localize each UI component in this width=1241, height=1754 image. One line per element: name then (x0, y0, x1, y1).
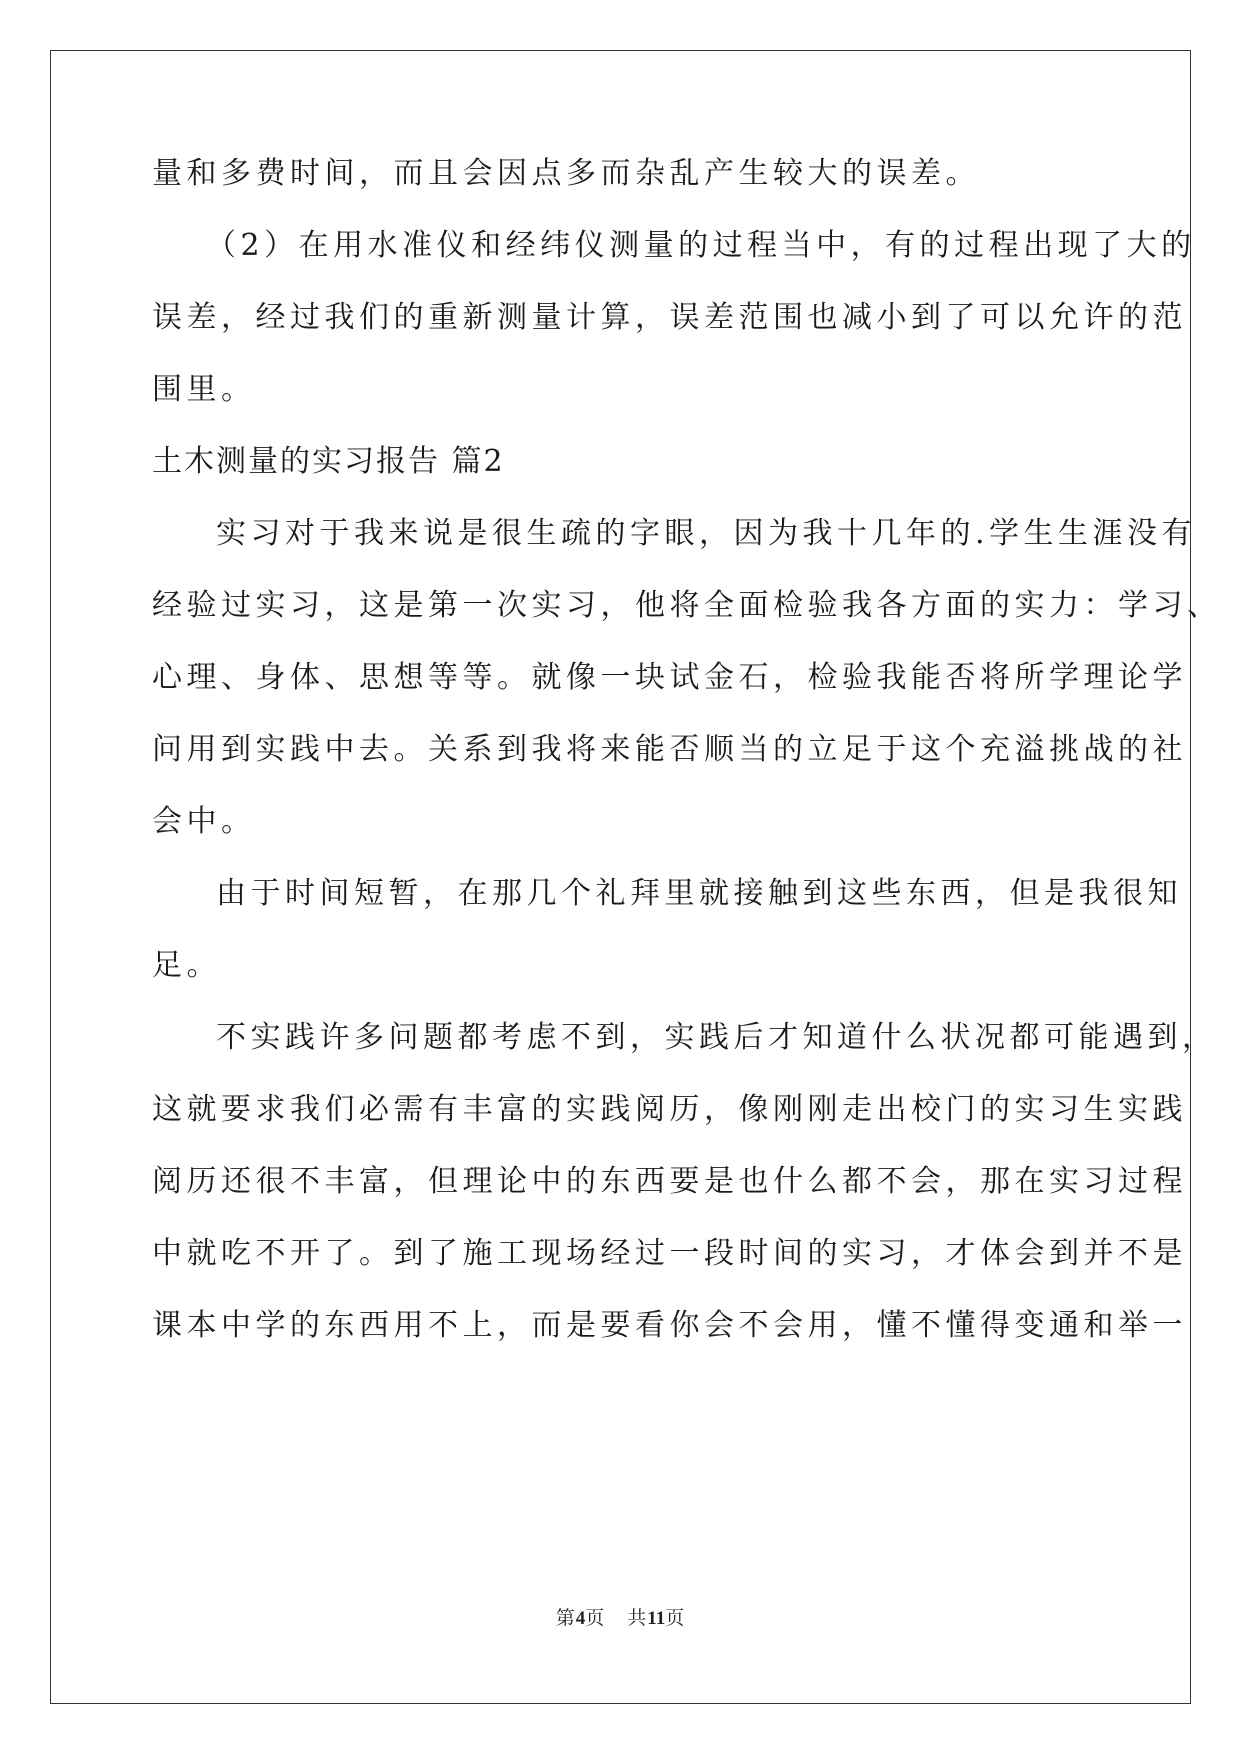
paragraph-line: 问用到实践中去。关系到我将来能否顺当的立足于这个充溢挑战的社 (152, 732, 1187, 767)
paragraph-line: 围里。 (152, 372, 256, 407)
paragraph-line: （2）在用水准仪和经纬仪测量的过程当中，有的过程出现了大的 (206, 228, 1196, 263)
paragraph-line: 会中。 (152, 804, 256, 839)
paragraph-line: 实习对于我来说是很生疏的字眼，因为我十几年的.学生生涯没有 (216, 516, 1197, 551)
page-number-footer (0, 1606, 1241, 1631)
paragraph-line: 量和多费时间，而且会因点多而杂乱产生较大的误差。 (152, 156, 980, 191)
paragraph-line: 这就要求我们必需有丰富的实践阅历，像刚刚走出校门的实习生实践 (152, 1092, 1187, 1127)
section-heading: 土木测量的实习报告 篇2 (152, 444, 505, 479)
paragraph-line: 足。 (152, 948, 221, 983)
paragraph-line: 经验过实习，这是第一次实习，他将全面检验我各方面的实力：学习、 (152, 588, 1222, 623)
paragraph-line: 由于时间短暂，在那几个礼拜里就接触到这些东西，但是我很知 (216, 876, 1182, 911)
total-page-number: 11 (647, 1608, 666, 1629)
current-page-number: 4 (575, 1608, 586, 1629)
paragraph-line: 不实践许多问题都考虑不到，实践后才知道什么状况都可能遇到， (216, 1020, 1217, 1055)
footer-total-prefix: 共 (627, 1607, 648, 1629)
paragraph-line: 课本中学的东西用不上，而是要看你会不会用，懂不懂得变通和举一 (152, 1308, 1187, 1343)
footer-prefix: 第 (555, 1607, 576, 1629)
paragraph-line: 误差，经过我们的重新测量计算，误差范围也减小到了可以允许的范 (152, 300, 1187, 335)
paragraph-line: 中就吃不开了。到了施工现场经过一段时间的实习，才体会到并不是 (152, 1236, 1187, 1271)
footer-total-suffix: 页 (665, 1607, 686, 1629)
footer-page-suffix: 页 (585, 1607, 606, 1629)
paragraph-line: 心理、身体、思想等等。就像一块试金石，检验我能否将所学理论学 (152, 660, 1187, 695)
paragraph-line: 阅历还很不丰富，但理论中的东西要是也什么都不会，那在实习过程 (152, 1164, 1187, 1199)
